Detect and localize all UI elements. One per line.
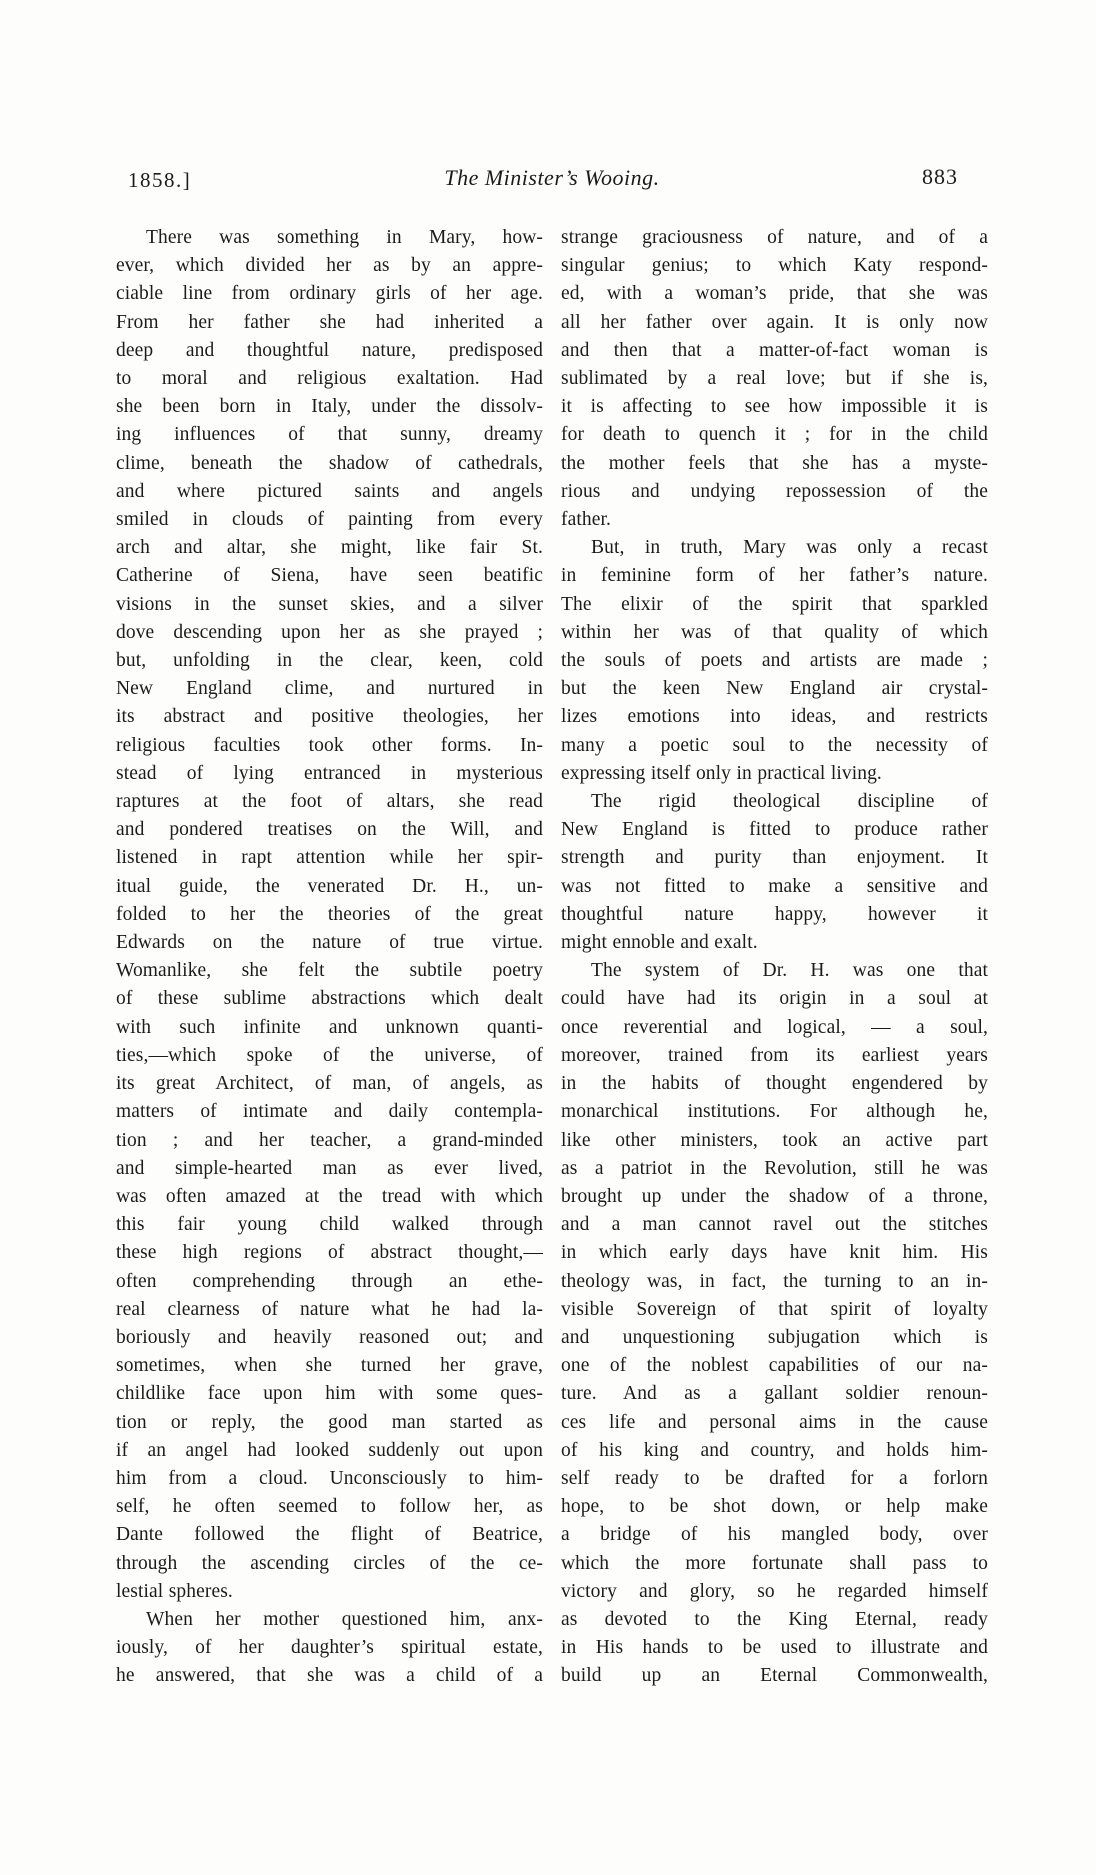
text-line: within her was of that quality of which xyxy=(561,621,988,643)
text-line: raptures at the foot of altars, she read xyxy=(116,791,543,813)
text-line: visible Sovereign of that spirit of loyalty xyxy=(561,1298,988,1320)
text-line: as devoted to the King Eternal, ready xyxy=(561,1608,988,1630)
text-line: like other ministers, took an active part xyxy=(561,1129,988,1151)
text-line: all her father over again. It is only now xyxy=(561,311,988,333)
text-line: self ready to be drafted for a forlorn xyxy=(561,1467,988,1489)
page-header xyxy=(116,162,988,198)
text-line: There was something in Mary, how- xyxy=(146,227,543,248)
text-line: in the habits of thought engendered by xyxy=(561,1073,988,1095)
text-line: ces life and personal aims in the cause xyxy=(561,1411,988,1433)
text-line: ties,—which spoke of the universe, of xyxy=(116,1044,543,1066)
text-line: Dante followed the flight of Beatrice, xyxy=(116,1524,543,1546)
text-line: ing influences of that sunny, dreamy xyxy=(116,424,543,446)
text-line: deep and thoughtful nature, predisposed xyxy=(116,339,543,361)
text-line: the souls of poets and artists are made ; xyxy=(561,650,988,672)
text-line: From her father she had inherited a xyxy=(116,311,543,333)
text-line: religious faculties took other forms. In- xyxy=(116,734,543,756)
text-line: ture. And as a gallant soldier renoun- xyxy=(561,1383,988,1405)
text-line: tion ; and her teacher, a grand-minded xyxy=(116,1129,543,1151)
text-line: if an angel had looked suddenly out upon xyxy=(116,1439,543,1461)
text-line: lizes emotions into ideas, and restricts xyxy=(561,706,988,728)
text-line: in which early days have knit him. His xyxy=(561,1242,988,1264)
text-line: through the ascending circles of the ce- xyxy=(116,1552,543,1574)
text-line: strange graciousness of nature, and of a xyxy=(561,227,988,248)
text-line: this fair young child walked through xyxy=(116,1214,543,1236)
text-line: and unquestioning subjugation which is xyxy=(561,1326,988,1348)
text-line: Edwards on the nature of true virtue. xyxy=(116,932,543,954)
text-line: father. xyxy=(561,509,611,531)
text-line: singular genius; to which Katy respond- xyxy=(561,255,988,277)
text-line: stead of lying entranced in mysterious xyxy=(116,762,543,784)
text-line: The rigid theological discipline of xyxy=(591,791,988,813)
text-line: Womanlike, she felt the subtile poetry xyxy=(116,960,543,982)
text-line: its great Architect, of man, of angels, as xyxy=(116,1073,543,1095)
text-line: theology was, in fact, the turning to an in- xyxy=(561,1270,988,1292)
text-line: as a patriot in the Revolution, still he was xyxy=(561,1157,988,1179)
text-line: the mother feels that she has a myste- xyxy=(561,452,988,474)
text-line: ed, with a woman’s pride, that she was xyxy=(561,283,988,305)
text-line: was often amazed at the tread with which xyxy=(116,1185,543,1207)
header-page-number: 883 xyxy=(922,164,958,189)
text-line: tion or reply, the good man started as xyxy=(116,1411,543,1433)
text-line: hope, to be shot down, or help make xyxy=(561,1496,988,1518)
text-line: real clearness of nature what he had la- xyxy=(116,1298,543,1320)
text-line: ciable line from ordinary girls of her age. xyxy=(116,283,543,305)
header-title: The Minister’s Wooing. xyxy=(444,165,660,190)
text-line: The elixir of the spirit that sparkled xyxy=(561,593,988,615)
header-year: 1858.] xyxy=(128,168,192,192)
text-line: him from a cloud. Unconsciously to him- xyxy=(116,1467,543,1489)
text-line: but the keen New England air crystal- xyxy=(561,678,988,700)
text-line: lestial spheres. xyxy=(116,1580,233,1602)
text-line: thoughtful nature happy, however it xyxy=(561,903,988,925)
text-line: and a man cannot ravel out the stitches xyxy=(561,1214,988,1236)
left-column xyxy=(116,224,543,1691)
text-line: visions in the sunset skies, and a silver xyxy=(116,593,543,615)
text-line: victory and glory, so he regarded himself xyxy=(561,1580,988,1602)
text-line: and where pictured saints and angels xyxy=(116,480,543,502)
text-line: The system of Dr. H. was one that xyxy=(591,960,988,982)
text-line: childlike face upon him with some ques- xyxy=(116,1383,543,1405)
text-line: boriously and heavily reasoned out; and xyxy=(116,1326,543,1348)
text-line: and pondered treatises on the Will, and xyxy=(116,819,543,841)
text-line: which the more fortunate shall pass to xyxy=(561,1552,988,1574)
text-line: matters of intimate and daily contempla- xyxy=(116,1101,543,1123)
text-line: sublimated by a real love; but if she is, xyxy=(561,368,988,390)
text-line: many a poetic soul to the necessity of xyxy=(561,734,988,756)
right-column xyxy=(561,224,988,1691)
text-line: itual guide, the venerated Dr. H., un- xyxy=(116,875,543,897)
text-line: she been born in Italy, under the dissolv- xyxy=(116,396,543,418)
text-line: of his king and country, and holds him- xyxy=(561,1439,988,1461)
text-line: iously, of her daughter’s spiritual estate, xyxy=(116,1637,543,1659)
text-line: expressing itself only in practical living. xyxy=(561,762,882,784)
text-line: dove descending upon her as she prayed ; xyxy=(116,621,543,643)
text-line: strength and purity than enjoyment. It xyxy=(561,847,988,869)
text-line: was not fitted to make a sensitive and xyxy=(561,875,988,897)
text-line: for death to quench it ; for in the child xyxy=(561,424,988,446)
text-line: a bridge of his mangled body, over xyxy=(561,1524,988,1546)
text-line: but, unfolding in the clear, keen, cold xyxy=(116,650,543,672)
text-line: But, in truth, Mary was only a recast xyxy=(591,537,988,559)
text-line: once reverential and logical, — a soul, xyxy=(561,1016,988,1038)
text-line: rious and undying repossession of the xyxy=(561,480,988,502)
text-line: ever, which divided her as by an appre- xyxy=(116,255,543,277)
text-line: in feminine form of her father’s nature. xyxy=(561,565,988,587)
text-line: and then that a matter-of-fact woman is xyxy=(561,339,988,361)
text-line: he answered, that she was a child of a xyxy=(116,1665,543,1687)
text-line: clime, beneath the shadow of cathedrals, xyxy=(116,452,543,474)
text-line: Catherine of Siena, have seen beatific xyxy=(116,565,543,587)
text-line: moreover, trained from its earliest years xyxy=(561,1044,988,1066)
text-line: folded to her the theories of the great xyxy=(116,903,543,925)
text-line: and simple-hearted man as ever lived, xyxy=(116,1157,543,1179)
text-line: listened in rapt attention while her spir- xyxy=(116,847,543,869)
text-line: When her mother questioned him, anx- xyxy=(146,1608,543,1630)
text-line: these high regions of abstract thought,— xyxy=(116,1242,543,1264)
text-line: build up an Eternal Commonwealth, xyxy=(561,1665,988,1687)
text-line: with such infinite and unknown quanti- xyxy=(116,1016,543,1038)
text-line: its abstract and positive theologies, her xyxy=(116,706,543,728)
text-line: to moral and religious exaltation. Had xyxy=(116,368,543,390)
text-line: sometimes, when she turned her grave, xyxy=(116,1355,543,1377)
text-line: arch and altar, she might, like fair St. xyxy=(116,537,543,559)
text-line: might ennoble and exalt. xyxy=(561,932,758,954)
text-line: smiled in clouds of painting from every xyxy=(116,509,543,531)
text-line: New England is fitted to produce rather xyxy=(561,819,988,841)
text-line: monarchical institutions. For although he, xyxy=(561,1101,988,1123)
text-line: one of the noblest capabilities of our na- xyxy=(561,1355,988,1377)
text-line: of these sublime abstractions which dealt xyxy=(116,988,543,1010)
text-line: in His hands to be used to illustrate and xyxy=(561,1637,988,1659)
text-line: New England clime, and nurtured in xyxy=(116,678,543,700)
two-column-text-block xyxy=(116,224,988,1691)
text-line: often comprehending through an ethe- xyxy=(116,1270,543,1292)
text-line: self, he often seemed to follow her, as xyxy=(116,1496,543,1518)
text-line: could have had its origin in a soul at xyxy=(561,988,988,1010)
text-line: it is affecting to see how impossible it is xyxy=(561,396,988,418)
text-line: brought up under the shadow of a throne, xyxy=(561,1185,988,1207)
